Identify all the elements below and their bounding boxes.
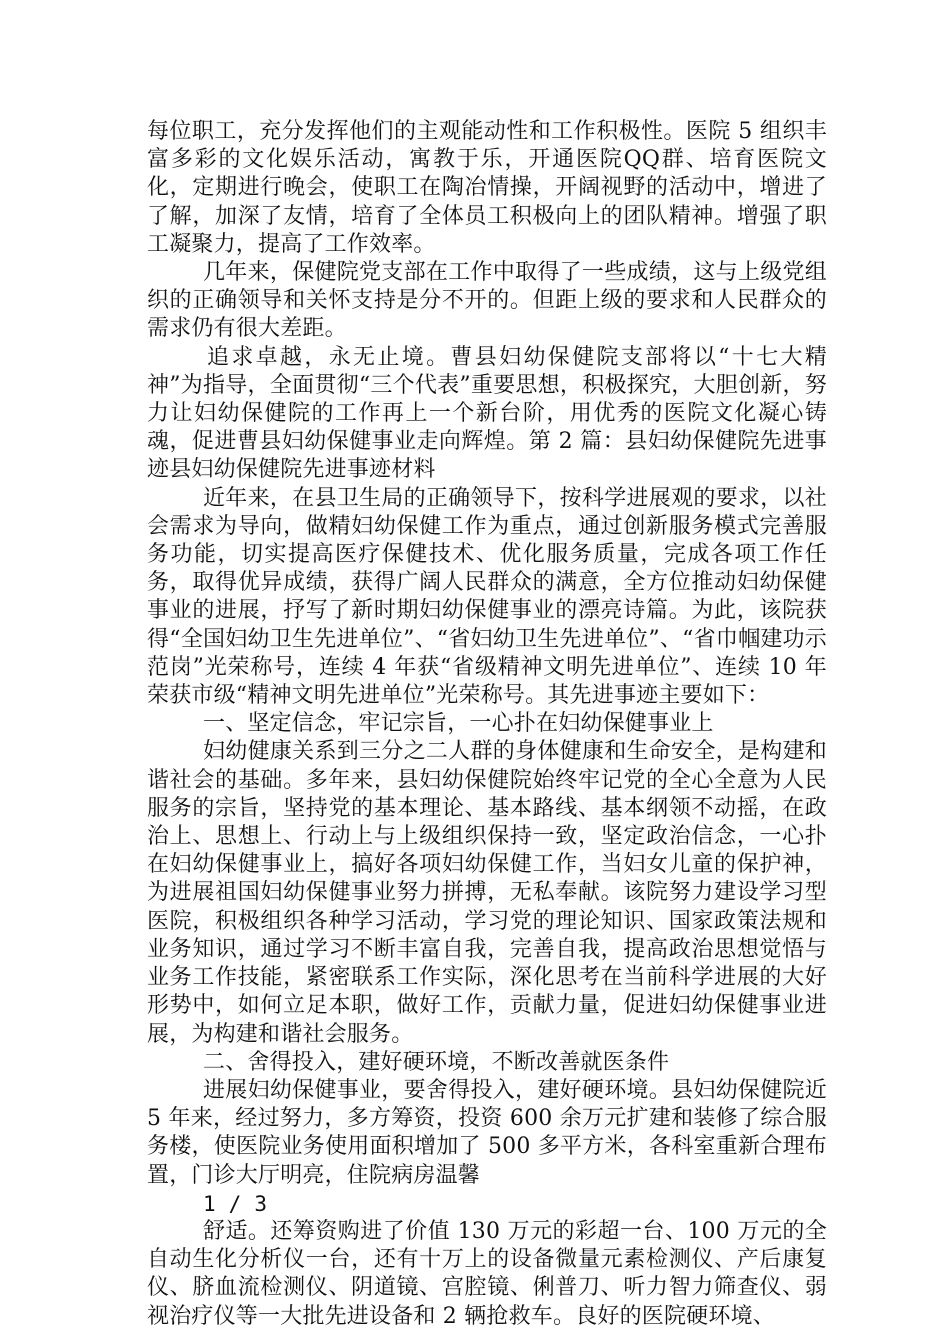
section-heading-2: 二、舍得投入，建好硬环境，不断改善就医条件 xyxy=(203,1049,670,1075)
document-body xyxy=(147,118,827,1331)
paragraph-maternal-health: 妇幼健康关系到三分之二人群的身体健康和生命安全，是构建和谐社会的基础。多年来，县妇幼保健院始终牢记党的全心全意为人民服务的宗旨，坚持党的基本理论、基本路线、基本纲领不动摇，在政治上、思想上、行动上与上级组织保持一致，坚定政治信念，一心扑在妇幼保健事业上，搞好各项妇幼保健工作，当妇女儿童的保护神，为进展祖国妇幼保健事业努力拼搏，无私奉献。该院努力建设学习型医院，积极组织各种学习活动，学习党的理论知识、国家政策法规和业务知识，通过学习不断丰富自我，完善自我，提高政治思想觉悟与业务工作技能，紧密联系工作实际，深化思考在当前科学进展的大好形势中，如何立足本职，做好工作，贡献力量，促进妇幼保健事业进展，为构建和谐社会服务。 xyxy=(147,739,827,1047)
paragraph-pursuit-excellence: 追求卓越，永无止境。曹县妇幼保健院支部将以“十七大精神”为指导，全面贯彻“三个代表”重要思想，积极探究，大胆创新，努力让妇幼保健院的工作再上一个新台阶，用优秀的医院文化凝心铸魂，促进曹县妇幼保健事业走向辉煌。第 2 篇：县妇幼保健院先进事迹县妇幼保健院先进事迹材料 xyxy=(147,344,827,483)
paragraph-equipment: 舒适。还筹资购进了价值 130 万元的彩超一台、100 万元的全自动生化分析仪一台，还有十万上的设备微量元素检测仪、产后康复仪、脐血流检测仪、阴道镜、宫腔镜、俐普刀、听力智力筛查仪、弱视治疗仪等一大批先进设备和 2 辆抢救车。良好的医院硬环境、 xyxy=(147,1218,827,1329)
paragraph-investment: 进展妇幼保健事业，要舍得投入，建好硬环境。县妇幼保健院近 5 年来，经过努力，多方筹资，投资 600 余万元扩建和装修了综合服务楼，使医院业务使用面积增加了 500 多平方米，各科室重新合理布置，门诊大厅明亮，住院病房温馨 xyxy=(147,1077,827,1188)
section-heading-1: 一、坚定信念，牢记宗旨，一心扑在妇幼保健事业上 xyxy=(203,711,714,737)
paragraph-continuation: 每位职工，充分发挥他们的主观能动性和工作积极性。医院 5 组织丰富多彩的文化娱乐活动，寓教于乐，开通医院QQ群、培育医院文化，定期进行晚会，使职工在陶冶情操，开阔视野的活动中，增进了了解，加深了友情，培育了全体员工积极向上的团队精神。增强了职工凝聚力，提高了工作效率。 xyxy=(147,119,827,257)
page-number: 1 / 3 xyxy=(203,1191,268,1216)
paragraph-recent-years: 近年来，在县卫生局的正确领导下，按科学进展观的要求，以社会需求为导向，做精妇幼保健工作为重点，通过创新服务模式完善服务功能，切实提高医疗保健技术、优化服务质量，完成各项工作任务，取得优异成绩，获得广阔人民群众的满意，全方位推动妇幼保健事业的进展，抒写了新时期妇幼保健事业的漂亮诗篇。为此，该院获得“全国妇幼卫生先进单位”、“省妇幼卫生先进单位”、“省巾帼建功示范岗”光荣称号，连续 4 年获“省级精神文明先进单位”、连续 10 年荣获市级“精神文明先进单位”光荣称号。其先进事迹主要如下： xyxy=(147,485,827,709)
paragraph-achievements: 几年来，保健院党支部在工作中取得了一些成绩，这与上级党组织的正确领导和关怀支持是分不开的。但距上级的要求和人民群众的需求仍有很大差距。 xyxy=(147,260,827,342)
